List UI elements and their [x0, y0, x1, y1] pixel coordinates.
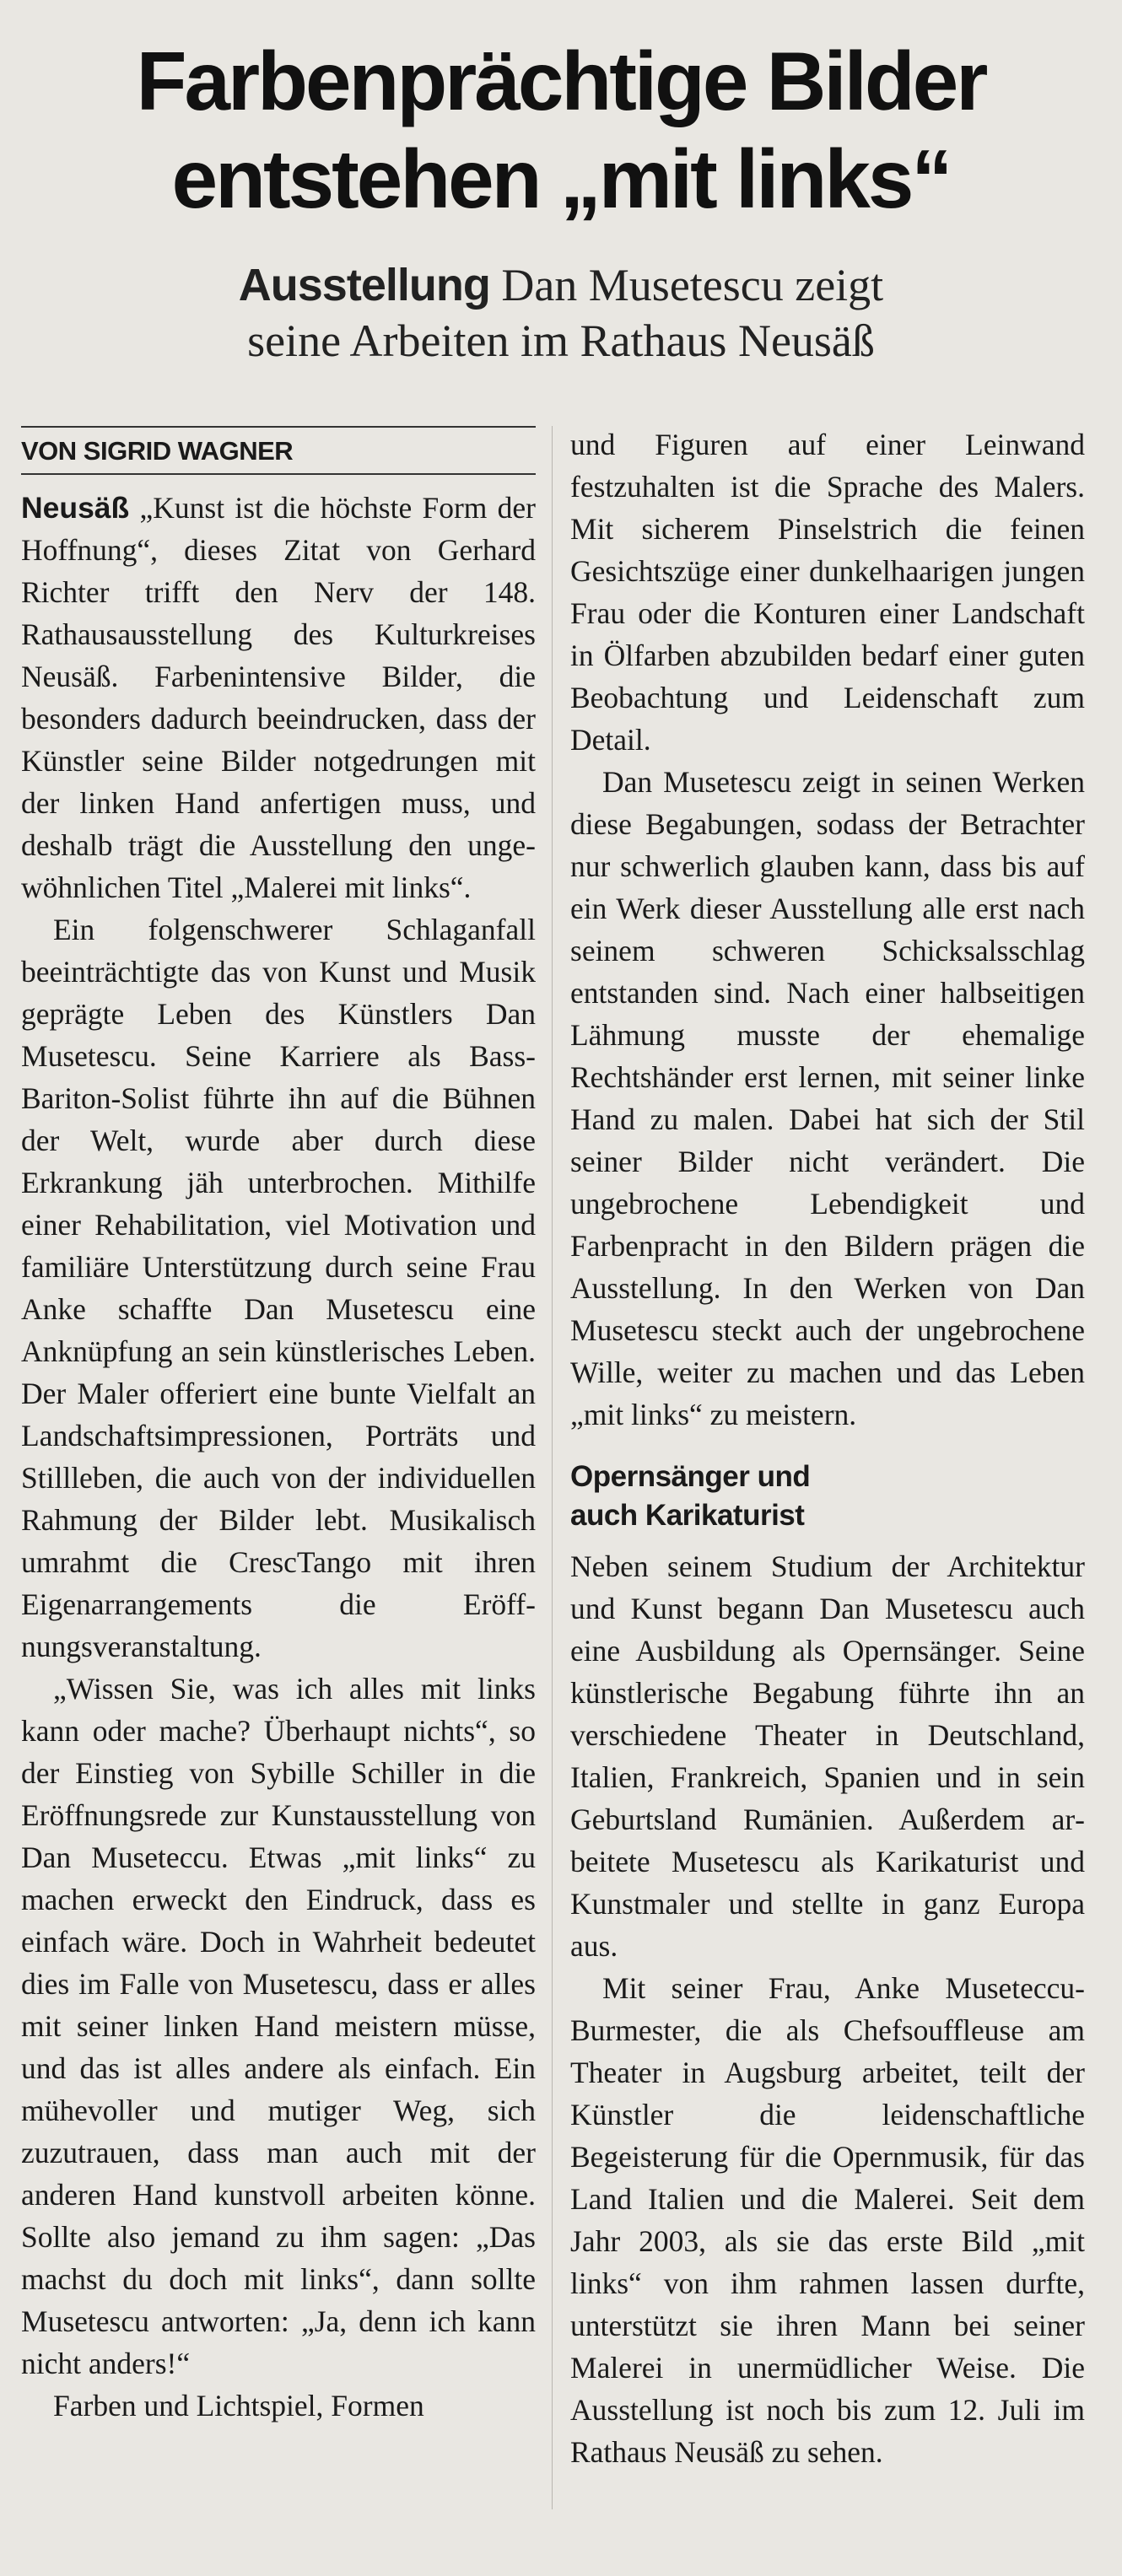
paragraph-3: „Wissen Sie, was ich alles mit links kann oder mache? Überhaupt nichts“, so der Einstieg von Sybille Schiller in die Eröffnungsrede zur Kunstausstellung von Dan Museteсcu. Etwas „mit links“ zu machen erweckt den Eindruck, dass es einfach wäre. Doch in Wahrheit bedeutet dies im Falle von Musetescu, dass er alles mit seiner linken Hand meistern müsse, und das ist alles andere als einfach. Ein mühevoller und mutiger Weg, sich zuzutrauen, dass man auch mit der anderen Hand kunstvoll arbeiten könne. Sollte also jemand zu ihm sagen: „Das machst du doch mit links“, dann sollte Musetescu antworten: „Ja, denn ich kann nicht anders!“: [21, 1672, 536, 2380]
paragraph-5: Dan Musetescu zeigt in seinen Werken diese Begabungen, sodass der Betrachter nur schwerlich glauben kann, dass bis auf ein Werk dieser Ausstellung alle erst nach seinem schweren Schicksalsschlag entstanden sind. Nach einer halbseitigen Lähmung musste der ehemalige Rechtshänder erst lernen, mit seiner linke Hand zu malen. Dabei hat sich der Stil seiner Bilder nicht verändert. Die ungebrochene Lebendigkeit und Farbenpracht in den Bildern prägen die Ausstellung. In den Werken von Dan Musetescu steckt auch der ungebrochene Wille, weiter zu machen und das Leben „mit links“ zu meistern.: [570, 765, 1085, 1431]
headline: [34, 32, 1088, 228]
dateline: Neusäß: [21, 491, 130, 525]
crosshead-line-1: Opernsänger und: [570, 1460, 811, 1493]
paragraph-1: [21, 487, 536, 908]
column-left: [21, 426, 536, 2427]
paragraph-1-text: „Kunst ist die höchste Form der Hoffnung“, dieses Zitat von Gerhard Richter trifft den Nerv der 148. Rathausausstellung des Kulturkreises Neusäß. Farbenintensive Bilder, die besonders dadurch beeindrucken, dass der Künstler seine Bilder notgedrungen mit der linken Hand anfertigen muss, und deshalb trägt die Ausstellung den ungewöhnlichen Titel „Malerei mit links“.: [21, 491, 536, 904]
column-divider: [552, 426, 553, 2509]
crosshead-line-2: auch Karikaturist: [570, 1499, 805, 1532]
subhead-kicker: Ausstellung: [238, 260, 490, 310]
subheadline: [101, 257, 1021, 369]
column-right: [570, 423, 1085, 2473]
paragraph-2: Ein folgenschwerer Schlaganfall beeinträchtigte das von Kunst und Musik geprägte Leben des Künstlers Dan Musetescu. Seine Karriere als Bass-Bariton-Solist führte ihn auf die Bühnen der Welt, wurde aber durch diese Erkrankung jäh unterbrochen. Mithilfe einer Rehabilitation, viel Motivation und familiäre Unterstützung durch seine Frau Anke schaffte Dan Musetescu eine Anknüpfung an sein künstlerisches Leben. Der Maler offeriert eine bunte Vielfalt an Landschaftsimpressionen, Porträts und Stillleben, die auch von der individuellen Rahmung der Bilder lebt. Musikalisch umrahmt die CrescTango mit ihren Eigenarrangements die Eröffnungsveranstaltung.: [21, 913, 536, 1663]
subhead-line-1: Dan Musetescu zeigt: [489, 260, 884, 310]
subhead-line-2: seine Arbeiten im Rathaus Neusäß: [247, 315, 875, 366]
paragraph-4-start: Farben und Lichtspiel, Formen: [53, 2389, 424, 2422]
headline-line-1: Farbenprächtige Bilder: [136, 35, 986, 127]
paragraph-4-continued: und Figuren auf einer Leinwand festzuhalten ist die Sprache des Malers. Mit sicherem Pinselstrich die feinen Gesichtszüge einer dunkelhaarigen jungen Frau oder die Konturen einer Landschaft in Ölfarben abzubilden bedarf einer guten Beobachtung und Leidenschaft zum Detail.: [570, 428, 1085, 757]
crosshead: [570, 1458, 1085, 1535]
headline-line-2: entstehen „mit links“: [171, 132, 951, 225]
paragraph-6: Neben seinem Studium der Architektur und Kunst begann Dan Musetescu auch eine Ausbildung als Opernsänger. Seine künstlerische Begabung führte ihn an verschiedene Theater in Deutschland, Italien, Frankreich, Spanien und in sein Geburtsland Rumänien. Außerdem arbeitete Musetescu als Karikaturist und Kunstmaler und stellte in ganz Europa aus.: [570, 1549, 1085, 1963]
byline: VON SIGRID WAGNER: [21, 426, 536, 475]
paragraph-7: Mit seiner Frau, Anke Museteсcu-Burmester, die als Chefsouffleuse am Theater in Augsburg arbeitet, teilt der Künstler die leidenschaftliche Begeisterung für die Opernmusik, für das Land Italien und die Malerei. Seit dem Jahr 2003, als sie das erste Bild „mit links“ von ihm rahmen lassen durfte, unterstützt sie ihren Mann bei seiner Malerei in unermüdlicher Weise. Die Ausstellung ist noch bis zum 12. Juli im Rathaus Neusäß zu sehen.: [570, 1971, 1085, 2469]
